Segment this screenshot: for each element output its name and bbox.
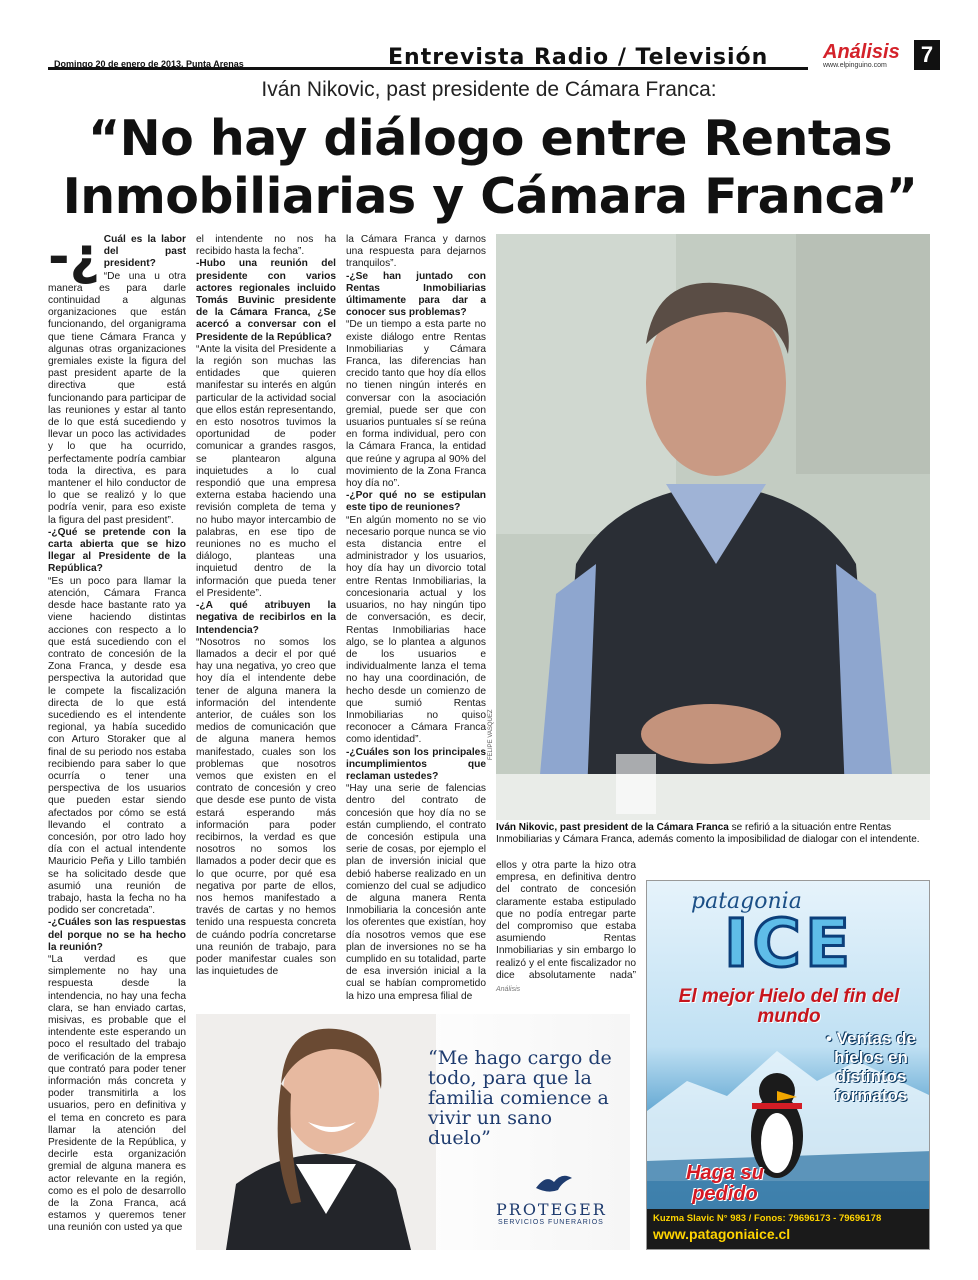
ice-ad-slogan: El mejor Hielo del fin del mundo	[678, 986, 900, 1027]
dove-logo-icon	[534, 1170, 574, 1196]
issue-date: Domingo 20 de enero de 2013, Punta Arenas	[54, 59, 244, 69]
drop-cap: -¿	[48, 227, 100, 287]
proteger-name: PROTEGER	[496, 1200, 607, 1219]
answer-paragraph: el intendente no nos ha recibido hasta la fecha”.	[196, 234, 336, 258]
question: -¿Se han juntado con Rentas Inmobiliarias últimamente para dar a conocer sus problemas?	[346, 270, 486, 319]
article-column-1	[48, 227, 186, 1235]
article-column-2	[196, 234, 336, 978]
question: -Hubo una reunión del presidente con varios actores regionales incluido Tomás Buvinic presidente de la Cámara Franca, ¿Se acercó a conversar con el Presidente de la República?	[196, 258, 336, 343]
answer-paragraph: “De un tiempo a esta parte no existe diálogo entre Rentas Inmobiliarias y Cámara Franca, las diferencias han crecido tanto que hoy día ellos no tienen ningún interés en conversar con la asociación gremial, puede ser que con usuarios puntuales sí se reúna en forma individual, pero con la Cámara Franca, la entidad que reúne y agrupa al 90% del movimiento de la Zona Franca hoy día no”.	[346, 319, 486, 490]
proteger-tagline: SERVICIOS FUNERARIOS	[498, 1219, 604, 1226]
question: -¿Cuáles son las respuestas del porque no se ha hecho la reunión?	[48, 917, 186, 953]
brand-name: Análisis	[823, 41, 900, 63]
ice-ad-features: • Ventas de hielos en distintos formatos	[825, 1029, 917, 1105]
portrait-illustration	[496, 234, 930, 820]
proteger-ad[interactable]	[196, 1014, 630, 1250]
patagonia-ice-ad[interactable]	[646, 880, 930, 1250]
page-number: 7	[914, 40, 940, 70]
answer-paragraph: “Es un poco para llamar la atención, Cámara Franca desde hace bastante rato ya viene haciendo distintas acciones con respecto a lo que está sucediendo con el contrato de concesión de la Zona Franca, y desde esa perspectiva la autoridad que le compete la fiscalización directa de lo que está sucediendo es el intendente regional, ya había sucedido con Arturo Storaker que al final de su periodo nos estaba recibiendo para saber lo que ocurría o tener una perspectiva de los usuarios que pueden estar siendo afectados por cómo se está llevando el contrato a concesión, por otro lado hoy día con el actual intendente Mauricio Peña y Lillo también se ha solicitado desde que asumió una reunión de trabajo, hasta la fecha no ha podido ser concretada”.	[48, 575, 186, 917]
question: -¿Qué se pretende con la carta abierta que se hizo llegar al Presidente de la República?	[48, 526, 186, 575]
ice-ad-brand: patagonia	[691, 889, 802, 914]
interview-photo	[496, 234, 930, 820]
author-signature: Análisis	[496, 986, 521, 994]
answer-paragraph: la Cámara Franca y darnos una respuesta para dejarnos tranquilos”.	[346, 234, 486, 270]
section-title: Entrevista Radio / Televisión	[388, 45, 769, 70]
question: -¿A qué atribuyen la negativa de recibirlos en la Intendencia?	[196, 600, 336, 636]
question: -¿Por qué no se estipulan este tipo de reuniones?	[346, 490, 486, 514]
caption-subject: Iván Nikovic, past president de la Cámara Franca	[496, 822, 729, 833]
brand-logo	[823, 42, 911, 69]
answer-paragraph: “Nosotros no somos los llamados a decir el por qué hay una negativa, yo creo que hoy día el intendente debe tener de alguna manera la información del intendente anterior, de cuáles son los medios de comunicación que de alguna manera hemos manifestado, cuales son los problemas que nosotros vemos que existen en el contrato de concesión y creo que desde ese punto de vista estará esperando más información para poder recibirnos, la verdad es que nosotros no somos los llamados a poder decir que es lo que ocurre, por qué esa negativa por parte de ellos, nos hemos manifestado a través de cartas y no hemos tenido una respuesta concreta de cuándo podría concretarse una reunión de trabajo, para poder manifestar cuales son las inquietudes de	[196, 636, 336, 978]
article-kicker: Iván Nikovic, past presidente de Cámara Franca:	[261, 78, 717, 101]
smiling-woman-illustration	[196, 1014, 436, 1250]
answer-paragraph: “La verdad es que simplemente no hay una respuesta desde la intendencia, no hay una fecha clara, se han enviado cartas, misivas, es probable que el intendente este esperando un poco el resultado del trabajo de verificación de la empresa que contrató para poder tener información más concreta y poder transmitirla a los usuarios, pero en definitiva y el tema en concreto es para llamar la atención del Presidente de la República, y decirle esta organización gremial de alguna manera es actor relevante en la región, como es el polo de desarrollo de la Zona Franca, acá estamos y queremos tener una reunión con usted ya que	[48, 953, 186, 1234]
photo-caption	[496, 822, 930, 846]
ice-ad-contact: Kuzma Slavic N° 983 / Fonos: 79696173 - 79696178	[653, 1213, 882, 1224]
photo-credit: FELIPE VASQUEZ	[488, 709, 494, 760]
ice-ad-order: Haga su pedido	[686, 1162, 764, 1205]
caption-text: se refirió a la situación entre Rentas Inmobiliarias y Cámara Franca, además comento la imposibilidad de dialogar con el intendente.	[496, 822, 920, 845]
proteger-quote: “Me hago cargo de todo, para que la familia comience a vivir un sano duelo”	[428, 1047, 612, 1149]
question: -¿Cuáles son los principales incumplimientos que reclaman ustedes?	[346, 746, 486, 782]
article-column-3	[346, 234, 486, 1003]
ice-ad-url[interactable]: www.patagoniaice.cl	[653, 1226, 791, 1242]
question: Cuál es la labor del past president?	[103, 234, 186, 270]
answer-paragraph: “Hay una serie de falencias dentro del contrato de concesión que hoy día no se están cumpliendo, el contrato de concesión estipula una serie de cosas, por ejemplo el plan de inversión inicial que debió haberse realizado en un comienzo del cual se adjudico de alguna manera Renta Inmobiliaria la concesión ante los oferentes que existían, hoy día nosotros vemos que ese plan de inversiones no se ha cumplido en su totalidad, parte de esa inversión inicial a la cual se habían comprometido la hizo una empresa filial de	[346, 783, 486, 1002]
article-headline: “No hay diálogo entre Rentas Inmobiliarias y Cámara Franca”	[62, 110, 918, 225]
brand-url: www.elpinguino.com	[823, 62, 887, 69]
answer-paragraph: “En algún momento no se vio necesario porque nunca se vio esta distancia entre el administrador y los usuarios, hoy día hay un divorcio total entre Rentas Inmobiliarias, la concesionaria actual y los usuarios, no hay ningún tipo de conversación, es decir, Rentas Inmobiliarias hace algo, se lo plantea a algunos de los usuarios e individualmente lanza el tema no hay una coordinación, de hecho desde un comienzo de que sumió Rentas Inmobiliarias no quiso reconocer a Cámara Franca como identidad”.	[346, 514, 486, 746]
article-column-4	[496, 860, 636, 996]
answer-paragraph: “Ante la visita del Presidente a la región son muchas las entidades que quieren manifestar su interés en algún particular de la actividad social que ellos están representando, en esto nosotros tuvimos la oportunidad de poder comunicar a grandes rasgos, se plantearon alguna inquietudes a lo cual respondió que una empresa externa estaba haciendo una revisión completa de tema y no hubo mayor intercambio de palabras, en ese tipo de reuniones no es mucho el diálogo, planteas una inquietud dentro de la información que pueda tener el Presidente”.	[196, 343, 336, 599]
answer-paragraph: ellos y otra parte la hizo otra empresa, en definitiva dentro del contrato de concesión claramente estaba estipulado que no podía entregar parte del compromiso que estaba asumiendo Rentas Inmobiliarias y sin embargo lo realizó y el ente fiscalizador no dice absolutamente nada” Análisis	[496, 860, 636, 994]
ice-ad-logo: ICE	[723, 905, 855, 982]
answer-paragraph: “De una u otra manera es para darle continuidad a algunas organizaciones que están funcionando, del organigrama que tiene Cámara Franca y algunas otras organizaciones gremiales existe la figura del past president aparte de la directiva que está funcionando para participar de las reuniones y estar al tanto de lo que está sucediendo y llevar un poco las actividades y lo que ha ocurrido, perfectamente podría cambiar toda la directiva, es para mantener el hilo conductor de lo que se realizó y lo que podría venir, para eso existe la figura del past president”.	[48, 270, 186, 526]
page-header	[48, 40, 938, 76]
